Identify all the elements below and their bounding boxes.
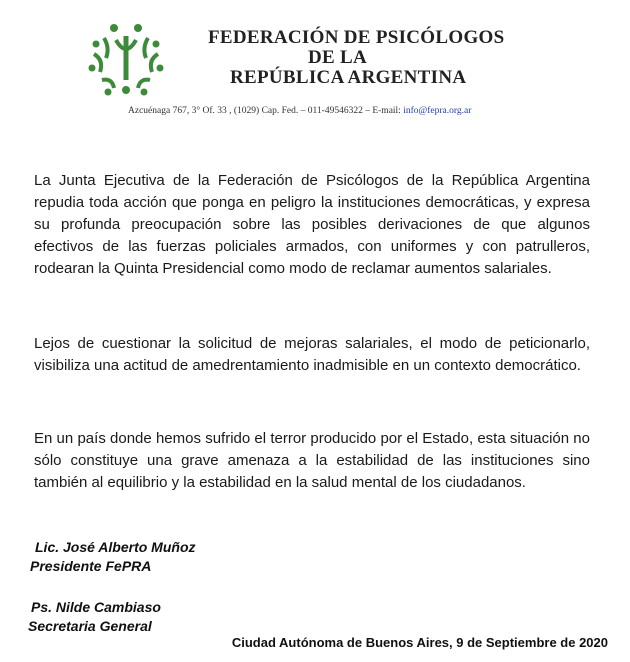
dateline: Ciudad Autónoma de Buenos Aires, 9 de Septiembre de 2020	[231, 635, 608, 650]
signature-name: Ps. Nilde Cambiaso	[31, 599, 161, 615]
signature-role: Secretaria General	[28, 618, 152, 634]
contact-address	[128, 106, 598, 116]
fepra-logo-icon	[86, 18, 166, 98]
org-name-line2: DE LA	[308, 47, 368, 68]
paragraph-2: Lejos de cuestionar la solicitud de mejoras salariales, el modo de peticionarlo, visibiliza una actitud de amedrentamiento inadmisible en un contexto democrático.	[34, 335, 590, 374]
signature-secretary	[28, 598, 161, 636]
address-text: Azcuénaga 767, 3° Of. 33 , (1029) Cap. Fed. – 011-49546322 – E-mail:	[128, 106, 401, 116]
org-name-line3: REPÚBLICA ARGENTINA	[230, 67, 467, 88]
signature-role: Presidente FePRA	[30, 558, 152, 574]
paragraph-1: La Junta Ejecutiva de la Federación de Psicólogos de la República Argentina repudia toda acción que ponga en peligro la instituciones democráticas, y expresa su profunda preocupación sobre las posibles derivaciones de que algunos efectivos de las fuerzas policiales armados, con uniformes y con patrulleros, rodearan la Quinta Presidencial como modo de reclamar aumentos salariales.	[34, 172, 590, 277]
email-link[interactable]: info@fepra.org.ar	[403, 106, 472, 116]
signature-name: Lic. José Alberto Muñoz	[35, 539, 196, 555]
organization-name	[200, 27, 505, 88]
signature-president	[30, 538, 196, 576]
org-name-line1: FEDERACIÓN DE PSICÓLOGOS	[208, 27, 505, 48]
paragraph-3: En un país donde hemos sufrido el terror producido por el Estado, esta situación no sólo constituye una grave amenaza a la estabilidad de las instituciones sino también al equilibrio y la estabilidad en la salud mental de los ciudadanos.	[34, 430, 590, 491]
statement-body	[34, 170, 590, 491]
